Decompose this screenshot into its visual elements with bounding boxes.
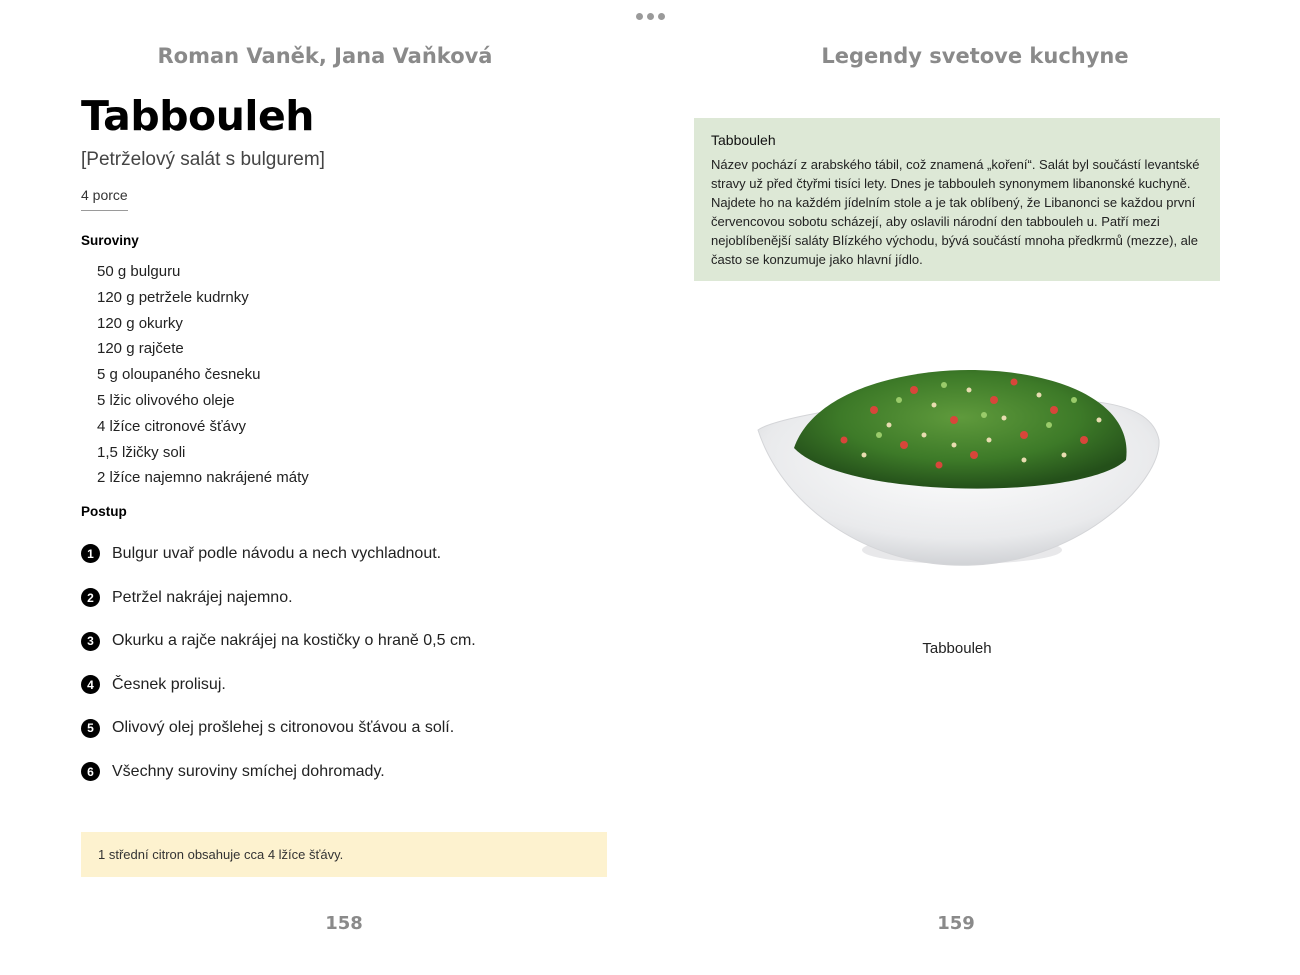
dot <box>647 13 654 20</box>
servings-label: 4 porce <box>81 187 128 211</box>
step-item <box>81 711 607 755</box>
info-text: Název pochází z arabského tábil, což znamená „koření“. Salát byl součástí levantské stravy už před čtyřmi tisíci lety. Dnes je tabbouleh synonymem libanonské kuchyně. Najdete ho na každém jídelním stole a je tak oblíbený, že Libanonci se každou první červencovou sobotu scházejí, aby oslavili národní den tabbouleh u. Patří mezi nejoblíbenější saláty Blízkého východu, bývá součástí mnoha předkrmů (mezze), ale často se konzumuje jako hlavní jídlo. <box>711 157 1200 267</box>
more-options-ellipsis-icon[interactable] <box>632 6 668 26</box>
tip-box: 1 střední citron obsahuje cca 4 lžíce šťávy. <box>81 832 607 877</box>
ingredient-item: 120 g rajčete <box>97 340 184 358</box>
step-number-badge: 6 <box>81 762 100 781</box>
step-item <box>81 667 607 711</box>
ingredient-item: 120 g okurky <box>97 314 183 332</box>
step-text: Česnek prolisuj. <box>112 675 226 693</box>
recipe-subtitle: [Petrželový salát s bulgurem] <box>81 149 325 170</box>
header-book-title: Legendy svetove kuchyne <box>821 44 1129 68</box>
ingredient-item: 4 lžíce citronové šťávy <box>97 417 247 435</box>
step-text: Olivový olej prošlehej s citronovou šťávou a solí. <box>112 719 455 737</box>
info-box <box>694 118 1220 281</box>
ingredient-item: 1,5 lžičky soli <box>97 443 186 461</box>
ingredients-heading: Suroviny <box>81 233 139 248</box>
info-title: Tabbouleh <box>711 132 776 148</box>
dot <box>658 13 665 20</box>
step-item <box>81 536 607 580</box>
step-number-badge: 4 <box>81 675 100 694</box>
dot <box>636 13 643 20</box>
step-text: Okurku a rajče nakrájej na kostičky o hraně 0,5 cm. <box>112 632 476 650</box>
image-caption: Tabbouleh <box>922 640 992 657</box>
steps-heading: Postup <box>81 504 127 520</box>
step-number-badge: 3 <box>81 632 100 651</box>
step-text: Všechny suroviny smíchej dohromady. <box>112 762 385 780</box>
ingredient-item: 5 lžic olivového oleje <box>97 391 235 409</box>
step-item <box>81 580 607 624</box>
page-number-right: 159 <box>937 913 975 934</box>
page-number-left: 158 <box>325 913 363 934</box>
ingredient-item: 5 g oloupaného česneku <box>97 366 261 384</box>
step-number-badge: 2 <box>81 588 100 607</box>
ingredients-list <box>81 259 607 491</box>
recipe-title: Tabbouleh <box>81 92 314 140</box>
steps-list <box>81 536 607 798</box>
step-number-badge: 5 <box>81 719 100 738</box>
ingredient-item: 120 g petržele kudrnky <box>97 288 249 306</box>
ingredient-item: 2 lžíce najemno nakrájené máty <box>97 469 309 487</box>
step-item <box>81 623 607 667</box>
step-number-badge: 1 <box>81 544 100 563</box>
salad-bowl-image <box>754 360 1162 574</box>
header-authors: Roman Vaněk, Jana Vaňková <box>157 44 493 68</box>
step-text: Bulgur uvař podle návodu a nech vychladnout. <box>112 544 442 562</box>
recipe-page <box>81 94 607 798</box>
ingredient-item: 50 g bulguru <box>97 263 181 280</box>
step-item <box>81 754 607 798</box>
step-text: Petržel nakrájej najemno. <box>112 588 293 606</box>
